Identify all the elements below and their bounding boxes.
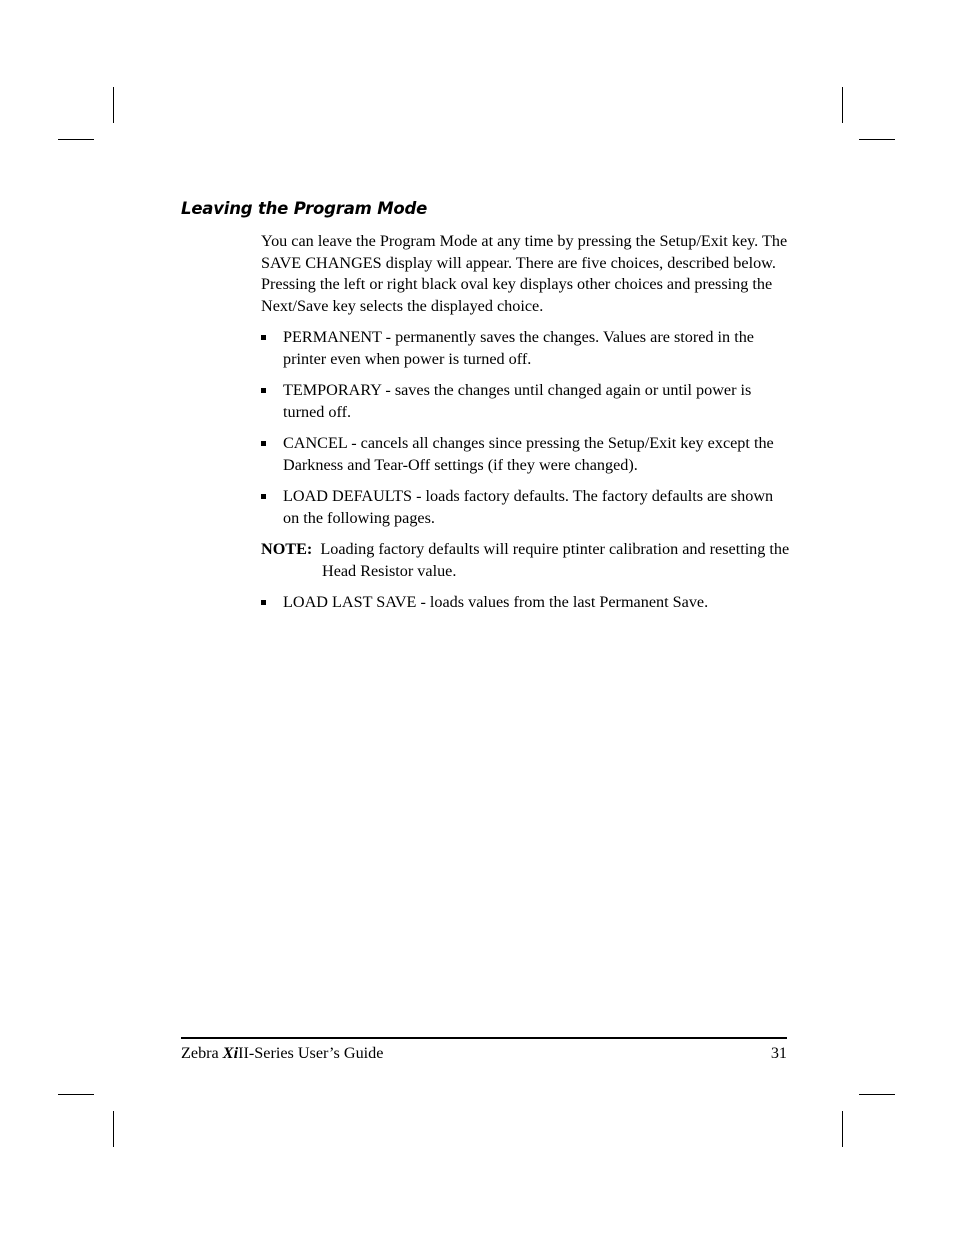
bullet-square-icon	[261, 335, 266, 340]
intro-paragraph: You can leave the Program Mode at any time by pressing the Setup/Exit key. The SAVE CHANGES display will appear. There are five choices, described below. Pressing the left or right black oval key displays other choices and pressing the Next/Save key selects the displayed choice.	[261, 232, 788, 315]
crop-mark	[113, 1111, 114, 1147]
footer-suffix: II-Series User’s Guide	[238, 1044, 384, 1062]
list-item-text: CANCEL - cancels all changes since pressing the Setup/Exit key except the Darkness and Tear-Off settings (if they were changed).	[283, 434, 774, 474]
list-item	[261, 433, 791, 476]
crop-mark	[58, 139, 94, 140]
page-number: 31	[770, 1044, 787, 1062]
list-item-text: TEMPORARY - saves the changes until changed again or until power is turned off.	[283, 381, 752, 421]
footer-rule	[181, 1037, 787, 1039]
list-item	[261, 327, 791, 370]
list-item	[261, 380, 791, 423]
page-footer	[181, 1044, 787, 1063]
crop-mark	[58, 1094, 94, 1095]
list-item	[261, 486, 791, 529]
bullet-square-icon	[261, 441, 266, 446]
crop-mark	[859, 139, 895, 140]
crop-mark	[113, 87, 114, 123]
list-item-text: PERMANENT - permanently saves the changes. Values are stored in the printer even when power is turned off.	[283, 328, 754, 368]
crop-mark	[842, 1111, 843, 1147]
section-body	[261, 231, 791, 624]
bullet-square-icon	[261, 388, 266, 393]
crop-mark	[842, 87, 843, 123]
section-heading: Leaving the Program Mode	[181, 199, 428, 218]
list-item-text: LOAD DEFAULTS - loads factory defaults. The factory defaults are shown on the following pages.	[283, 487, 774, 527]
footer-title	[181, 1044, 383, 1063]
list-item-text: LOAD LAST SAVE - loads values from the last Permanent Save.	[283, 593, 709, 611]
note-text: Loading factory defaults will require ptinter calibration and resetting the Head Resistor value.	[320, 540, 790, 580]
crop-mark	[859, 1094, 895, 1095]
note	[261, 539, 791, 582]
footer-model: Xi	[222, 1044, 239, 1062]
bullet-square-icon	[261, 494, 266, 499]
list-item	[261, 592, 791, 614]
footer-prefix: Zebra	[181, 1044, 223, 1062]
note-label: NOTE:	[261, 540, 313, 558]
bullet-square-icon	[261, 600, 266, 605]
